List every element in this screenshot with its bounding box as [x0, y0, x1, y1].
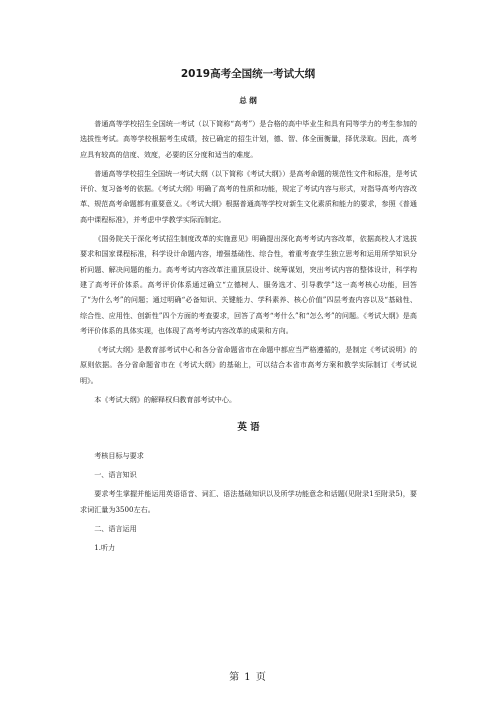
document-subtitle: 总 纲 [239, 96, 257, 105]
document-title: 2019高考全国统一考试大纲 [180, 68, 316, 80]
paragraph: 本《考试大纲》的解释权归教育部考试中心。 [94, 395, 237, 405]
subheading: 一、语言知识 [94, 469, 137, 479]
section-title: 英 语 [237, 422, 260, 434]
paragraph: 要求考生掌握并能运用英语语音、词汇、语法基础知识以及所学功能意念和话题(见附录1至附录5)，要求词汇量为3500左右。 [80, 489, 417, 514]
page-number: 第 1 页 [229, 672, 267, 683]
subheading: 1.听力 [94, 543, 116, 553]
paragraph: 《国务院关于深化考试招生制度改革的实施意见》明确提出深化高考考试内容改革，依据高校人才选拔要求和国家课程标准，科学设计命题内容，增强基础性、综合性，着重考查学生独立思考和运用所学知识分析问题、解决问题的能力。高考考试内容改革注重顶层设计、统筹谋划，突出考试内容的整体设计，科学构建了高考评价体系。高考评价体系通过确立“立德树人、服务选才、引导教学”这一高考核心功能，回答了“为什么考”的问题；通过明确“必备知识、关键能力、学科素养、核心价值”四层考查内容以及“基础性、综合性、应用性、创新性”四个方面的考查要求，回答了高考“考什么”和“怎么考”的问题。《考试大纲》是高考评价体系的具体实现，也体现了高考考试内容改革的成果和方向。 [80, 234, 417, 335]
paragraph: 《考试大纲》是教育部考试中心和各分省命题省市在命题中都应当严格遵循的，是制定《考试说明》的原则依据。各分省命题省市在《考试大纲》的基础上，可以结合本省市高考方案和教学实际制订《考试说明》。 [80, 345, 417, 385]
document-body [80, 116, 417, 559]
paragraph: 普通高等学校招生全国统一考试（以下简称“高考”）是合格的高中毕业生和具有同等学力的考生参加的选拔性考试。高等学校根据考生成绩，按已确定的招生计划，德、智、体全面衡量，择优录取。因此，高考应具有较高的信度、效度，必要的区分度和适当的难度。 [80, 119, 417, 159]
paragraph: 普通高等学校招生全国统一考试大纲（以下简称《考试大纲》）是高考命题的规范性文件和标准，是考试评价、复习备考的依据。《考试大纲》明确了高考的性质和功能，规定了考试内容与形式，对指导高考内容改革、规范高考命题都有重要意义。《考试大纲》根据普通高等学校对新生文化素质和能力的要求，参照《普通高中课程标准》，并考虑中学教学实际而制定。 [80, 168, 417, 224]
subheading: 考核目标与要求 [94, 450, 144, 460]
subheading: 二、语言运用 [94, 523, 137, 533]
